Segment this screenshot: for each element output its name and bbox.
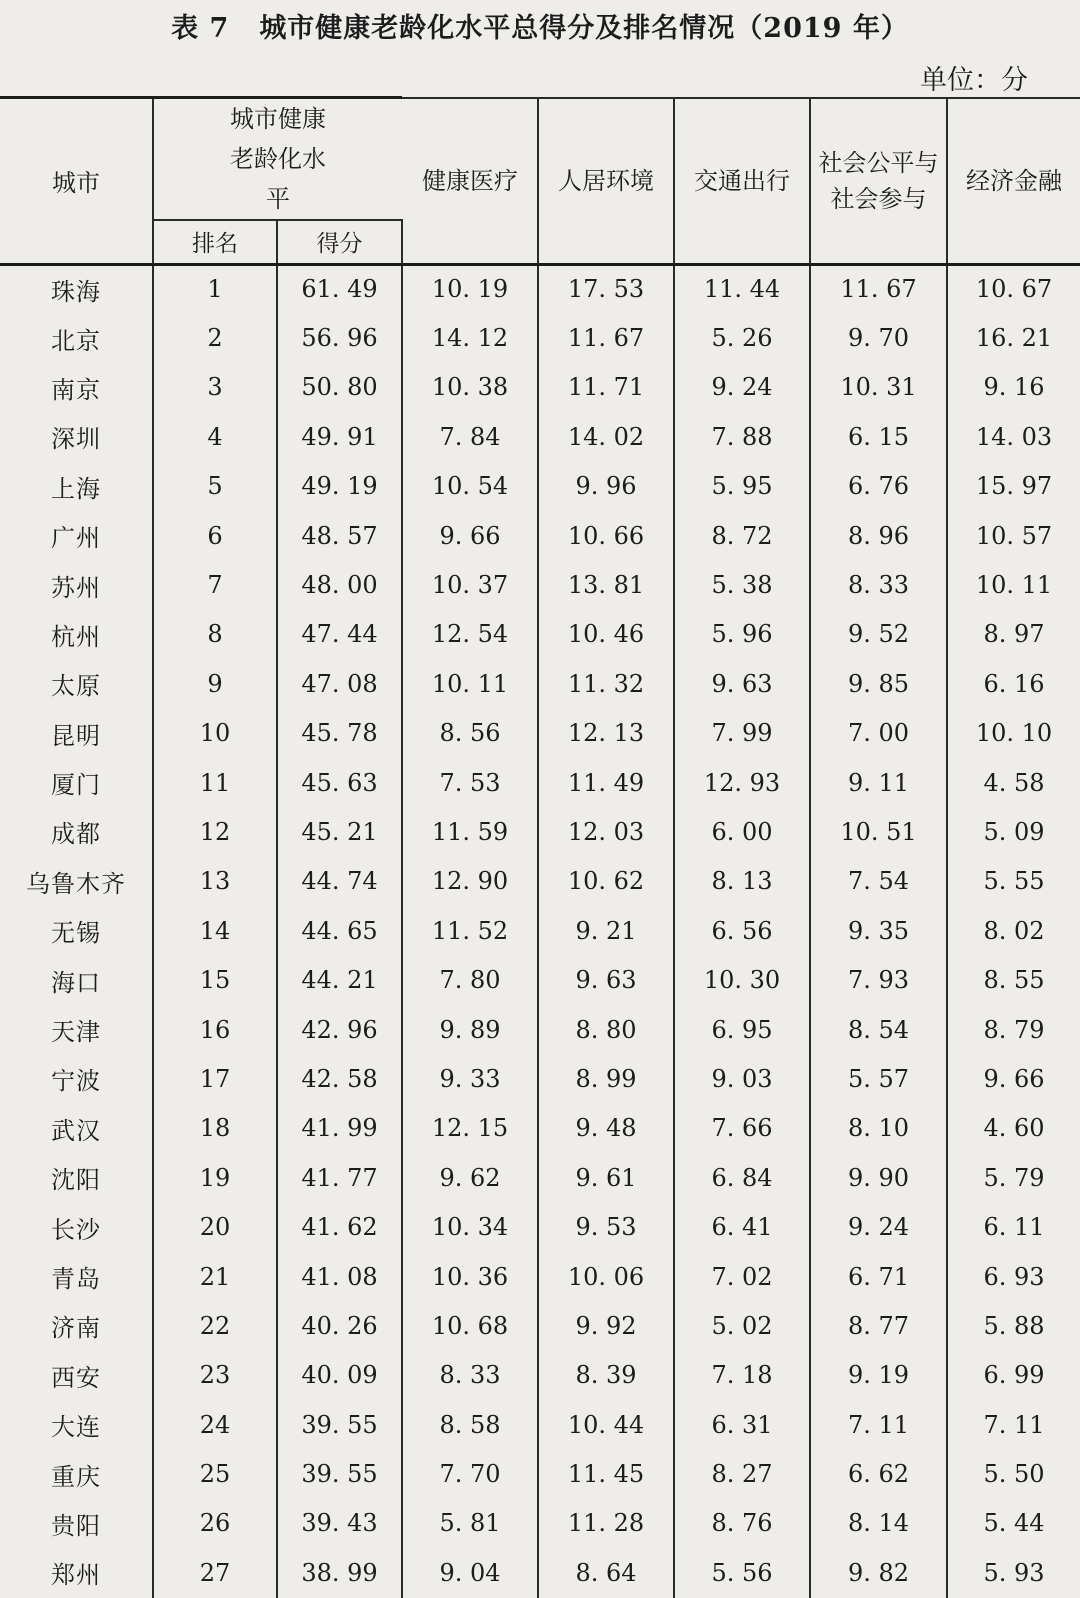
value-cell: 9. 66 bbox=[402, 511, 538, 560]
table-title bbox=[0, 6, 1080, 45]
value-cell: 6. 11 bbox=[983, 1213, 1045, 1242]
value-cell: 11. 44 bbox=[674, 264, 810, 313]
value-cell: 8. 96 bbox=[810, 511, 947, 560]
rank-cell: 13 bbox=[153, 857, 277, 906]
score-cell: 45. 63 bbox=[277, 758, 402, 807]
value-cell: 11. 45 bbox=[538, 1449, 674, 1498]
city-cell: 沈阳 bbox=[0, 1153, 153, 1202]
value-cell: 8. 27 bbox=[674, 1449, 810, 1498]
value-cell: 8. 79 bbox=[983, 1015, 1045, 1044]
city-cell: 无锡 bbox=[0, 906, 153, 955]
value-cell: 5. 88 bbox=[983, 1311, 1045, 1340]
value-cell: 7. 93 bbox=[810, 955, 947, 1004]
value-cell: 4. 58 bbox=[983, 768, 1045, 797]
value-cell: 7. 00 bbox=[810, 709, 947, 758]
value-cell: 8. 02 bbox=[983, 916, 1045, 945]
table-row bbox=[0, 709, 1080, 758]
value-cell: 10. 57 bbox=[975, 521, 1053, 550]
value-cell: 5. 50 bbox=[983, 1460, 1045, 1489]
city-cell: 珠海 bbox=[0, 264, 153, 313]
value-cell: 8. 13 bbox=[674, 857, 810, 906]
table-row bbox=[0, 1005, 1080, 1054]
table-row bbox=[0, 1054, 1080, 1103]
value-cell: 8. 77 bbox=[810, 1301, 947, 1350]
value-cell: 11. 59 bbox=[402, 807, 538, 856]
value-cell: 9. 35 bbox=[810, 906, 947, 955]
rank-cell: 7 bbox=[153, 560, 277, 609]
value-cell: 8. 33 bbox=[402, 1351, 538, 1400]
value-cell: 5. 57 bbox=[810, 1054, 947, 1103]
value-cell: 7. 02 bbox=[674, 1252, 810, 1301]
score-cell: 39. 55 bbox=[277, 1400, 402, 1449]
value-cell: 9. 19 bbox=[810, 1351, 947, 1400]
table-row bbox=[0, 363, 1080, 412]
value-cell: 8. 80 bbox=[538, 1005, 674, 1054]
value-cell: 5. 44 bbox=[983, 1509, 1045, 1538]
value-cell: 14. 03 bbox=[975, 422, 1053, 451]
header-city: 城市 bbox=[0, 98, 153, 265]
header-health-medical: 健康医疗 bbox=[402, 98, 538, 265]
value-cell: 6. 76 bbox=[810, 462, 947, 511]
header-social-equity bbox=[810, 98, 947, 265]
score-cell: 41. 77 bbox=[277, 1153, 402, 1202]
rank-cell: 2 bbox=[153, 313, 277, 362]
city-cell: 重庆 bbox=[0, 1449, 153, 1498]
rank-cell: 12 bbox=[153, 807, 277, 856]
score-cell: 45. 78 bbox=[277, 709, 402, 758]
value-cell: 8. 55 bbox=[983, 966, 1045, 995]
value-cell: 11. 49 bbox=[538, 758, 674, 807]
value-cell: 9. 66 bbox=[983, 1064, 1045, 1093]
rank-cell: 23 bbox=[153, 1351, 277, 1400]
table-row bbox=[0, 560, 1080, 609]
value-cell: 9. 11 bbox=[810, 758, 947, 807]
value-cell: 5. 38 bbox=[674, 560, 810, 609]
city-cell: 西安 bbox=[0, 1351, 153, 1400]
city-cell: 郑州 bbox=[0, 1548, 153, 1597]
value-cell: 7. 54 bbox=[810, 857, 947, 906]
value-cell: 9. 24 bbox=[810, 1202, 947, 1251]
value-cell: 9. 16 bbox=[983, 373, 1045, 402]
value-cell: 15. 97 bbox=[975, 472, 1053, 501]
value-cell: 9. 70 bbox=[810, 313, 947, 362]
value-cell: 8. 33 bbox=[810, 560, 947, 609]
score-cell: 61. 49 bbox=[277, 264, 402, 313]
value-cell: 5. 81 bbox=[402, 1499, 538, 1548]
rank-cell: 4 bbox=[153, 412, 277, 461]
header-social-equity-text: 社会公平与社会参与 bbox=[818, 148, 939, 213]
rank-cell: 6 bbox=[153, 511, 277, 560]
table-number: 表 7 bbox=[171, 13, 230, 44]
table-row bbox=[0, 610, 1080, 659]
table-row bbox=[0, 807, 1080, 856]
value-cell: 9. 63 bbox=[674, 659, 810, 708]
value-cell: 9. 85 bbox=[810, 659, 947, 708]
city-cell: 海口 bbox=[0, 955, 153, 1004]
table-row bbox=[0, 955, 1080, 1004]
rank-cell: 26 bbox=[153, 1499, 277, 1548]
score-cell: 56. 96 bbox=[277, 313, 402, 362]
value-cell: 8. 76 bbox=[674, 1499, 810, 1548]
value-cell: 9. 48 bbox=[538, 1104, 674, 1153]
value-cell: 9. 82 bbox=[810, 1548, 947, 1597]
rank-cell: 16 bbox=[153, 1005, 277, 1054]
value-cell: 12. 90 bbox=[402, 857, 538, 906]
value-cell: 9. 92 bbox=[538, 1301, 674, 1350]
city-cell: 天津 bbox=[0, 1005, 153, 1054]
city-cell: 济南 bbox=[0, 1301, 153, 1350]
value-cell: 9. 24 bbox=[674, 363, 810, 412]
score-cell: 42. 58 bbox=[277, 1054, 402, 1103]
value-cell: 7. 18 bbox=[674, 1351, 810, 1400]
score-table bbox=[0, 96, 1080, 1598]
value-cell: 7. 99 bbox=[674, 709, 810, 758]
header-score-group-text: 城市健康老龄化水平 bbox=[230, 105, 326, 213]
score-cell: 41. 08 bbox=[277, 1252, 402, 1301]
table-row bbox=[0, 1252, 1080, 1301]
score-cell: 40. 26 bbox=[277, 1301, 402, 1350]
value-cell: 7. 66 bbox=[674, 1104, 810, 1153]
rank-cell: 21 bbox=[153, 1252, 277, 1301]
value-cell: 12. 03 bbox=[538, 807, 674, 856]
table-row bbox=[0, 264, 1080, 313]
value-cell: 6. 56 bbox=[674, 906, 810, 955]
value-cell: 8. 58 bbox=[402, 1400, 538, 1449]
table-row bbox=[0, 313, 1080, 362]
value-cell: 11. 67 bbox=[538, 313, 674, 362]
city-cell: 北京 bbox=[0, 313, 153, 362]
value-cell: 8. 64 bbox=[538, 1548, 674, 1597]
value-cell: 9. 03 bbox=[674, 1054, 810, 1103]
value-cell: 10. 67 bbox=[975, 275, 1053, 304]
unit-label: 单位：分 bbox=[920, 65, 1028, 96]
value-cell: 6. 62 bbox=[810, 1449, 947, 1498]
value-cell: 10. 37 bbox=[402, 560, 538, 609]
city-cell: 昆明 bbox=[0, 709, 153, 758]
value-cell: 7. 11 bbox=[983, 1410, 1045, 1439]
city-cell: 乌鲁木齐 bbox=[0, 857, 153, 906]
city-cell: 青岛 bbox=[0, 1252, 153, 1301]
header-rank: 排名 bbox=[153, 220, 277, 264]
rank-cell: 17 bbox=[153, 1054, 277, 1103]
value-cell: 12. 13 bbox=[538, 709, 674, 758]
table-row bbox=[0, 857, 1080, 906]
table-row bbox=[0, 1301, 1080, 1350]
header-score-group bbox=[153, 98, 402, 221]
value-cell: 6. 00 bbox=[674, 807, 810, 856]
rank-cell: 10 bbox=[153, 709, 277, 758]
value-cell: 5. 96 bbox=[674, 610, 810, 659]
value-cell: 8. 54 bbox=[810, 1005, 947, 1054]
value-cell: 8. 14 bbox=[810, 1499, 947, 1548]
city-cell: 南京 bbox=[0, 363, 153, 412]
value-cell: 10. 44 bbox=[538, 1400, 674, 1449]
city-cell: 深圳 bbox=[0, 412, 153, 461]
table-body bbox=[0, 264, 1080, 1598]
value-cell: 14. 02 bbox=[538, 412, 674, 461]
value-cell: 10. 51 bbox=[810, 807, 947, 856]
value-cell: 7. 88 bbox=[674, 412, 810, 461]
value-cell: 5. 93 bbox=[983, 1558, 1045, 1587]
table-row bbox=[0, 1104, 1080, 1153]
city-cell: 上海 bbox=[0, 462, 153, 511]
value-cell: 7. 84 bbox=[402, 412, 538, 461]
value-cell: 5. 56 bbox=[674, 1548, 810, 1597]
value-cell: 13. 81 bbox=[538, 560, 674, 609]
value-cell: 10. 62 bbox=[538, 857, 674, 906]
value-cell: 6. 31 bbox=[674, 1400, 810, 1449]
table-row bbox=[0, 906, 1080, 955]
header-economy-finance: 经济金融 bbox=[947, 98, 1080, 265]
value-cell: 8. 39 bbox=[538, 1351, 674, 1400]
table-row bbox=[0, 758, 1080, 807]
value-cell: 6. 71 bbox=[810, 1252, 947, 1301]
value-cell: 10. 36 bbox=[402, 1252, 538, 1301]
rank-cell: 5 bbox=[153, 462, 277, 511]
value-cell: 10. 34 bbox=[402, 1202, 538, 1251]
rank-cell: 22 bbox=[153, 1301, 277, 1350]
value-cell: 11. 67 bbox=[810, 264, 947, 313]
city-cell: 苏州 bbox=[0, 560, 153, 609]
score-cell: 47. 44 bbox=[277, 610, 402, 659]
score-cell: 44. 65 bbox=[277, 906, 402, 955]
value-cell: 6. 15 bbox=[810, 412, 947, 461]
value-cell: 10. 06 bbox=[538, 1252, 674, 1301]
rank-cell: 18 bbox=[153, 1104, 277, 1153]
value-cell: 9. 63 bbox=[538, 955, 674, 1004]
header-score: 得分 bbox=[277, 220, 402, 264]
value-cell: 5. 95 bbox=[674, 462, 810, 511]
value-cell: 12. 15 bbox=[402, 1104, 538, 1153]
value-cell: 6. 84 bbox=[674, 1153, 810, 1202]
value-cell: 8. 99 bbox=[538, 1054, 674, 1103]
value-cell: 10. 31 bbox=[810, 363, 947, 412]
value-cell: 10. 38 bbox=[402, 363, 538, 412]
rank-cell: 19 bbox=[153, 1153, 277, 1202]
value-cell: 9. 96 bbox=[538, 462, 674, 511]
value-cell: 9. 89 bbox=[402, 1005, 538, 1054]
value-cell: 4. 60 bbox=[983, 1114, 1045, 1143]
value-cell: 10. 66 bbox=[538, 511, 674, 560]
rank-cell: 3 bbox=[153, 363, 277, 412]
value-cell: 14. 12 bbox=[402, 313, 538, 362]
city-cell: 成都 bbox=[0, 807, 153, 856]
rank-cell: 27 bbox=[153, 1548, 277, 1597]
value-cell: 6. 99 bbox=[983, 1361, 1045, 1390]
score-cell: 41. 99 bbox=[277, 1104, 402, 1153]
value-cell: 8. 97 bbox=[983, 620, 1045, 649]
value-cell: 7. 70 bbox=[402, 1449, 538, 1498]
value-cell: 9. 62 bbox=[402, 1153, 538, 1202]
city-cell: 广州 bbox=[0, 511, 153, 560]
value-cell: 8. 72 bbox=[674, 511, 810, 560]
value-cell: 8. 10 bbox=[810, 1104, 947, 1153]
city-cell: 长沙 bbox=[0, 1202, 153, 1251]
value-cell: 10. 11 bbox=[975, 571, 1053, 600]
value-cell: 9. 04 bbox=[402, 1548, 538, 1597]
score-cell: 39. 55 bbox=[277, 1449, 402, 1498]
rank-cell: 25 bbox=[153, 1449, 277, 1498]
rank-cell: 8 bbox=[153, 610, 277, 659]
city-cell: 宁波 bbox=[0, 1054, 153, 1103]
value-cell: 8. 56 bbox=[402, 709, 538, 758]
header-transportation: 交通出行 bbox=[674, 98, 810, 265]
score-cell: 39. 43 bbox=[277, 1499, 402, 1548]
value-cell: 6. 41 bbox=[674, 1202, 810, 1251]
city-cell: 太原 bbox=[0, 659, 153, 708]
score-cell: 44. 21 bbox=[277, 955, 402, 1004]
value-cell: 9. 90 bbox=[810, 1153, 947, 1202]
table-row bbox=[0, 1449, 1080, 1498]
value-cell: 10. 10 bbox=[975, 719, 1053, 748]
score-cell: 45. 21 bbox=[277, 807, 402, 856]
value-cell: 5. 09 bbox=[983, 817, 1045, 846]
score-cell: 50. 80 bbox=[277, 363, 402, 412]
rank-cell: 24 bbox=[153, 1400, 277, 1449]
score-cell: 49. 91 bbox=[277, 412, 402, 461]
table-row bbox=[0, 1400, 1080, 1449]
value-cell: 10. 19 bbox=[402, 264, 538, 313]
value-cell: 9. 53 bbox=[538, 1202, 674, 1251]
value-cell: 10. 30 bbox=[674, 955, 810, 1004]
score-cell: 40. 09 bbox=[277, 1351, 402, 1400]
score-cell: 47. 08 bbox=[277, 659, 402, 708]
table-row bbox=[0, 511, 1080, 560]
table-row bbox=[0, 462, 1080, 511]
value-cell: 5. 26 bbox=[674, 313, 810, 362]
city-cell: 武汉 bbox=[0, 1104, 153, 1153]
value-cell: 6. 95 bbox=[674, 1005, 810, 1054]
table-row bbox=[0, 412, 1080, 461]
city-cell: 贵阳 bbox=[0, 1499, 153, 1548]
score-cell: 48. 00 bbox=[277, 560, 402, 609]
table-row bbox=[0, 1153, 1080, 1202]
value-cell: 7. 80 bbox=[402, 955, 538, 1004]
value-cell: 10. 68 bbox=[402, 1301, 538, 1350]
rank-cell: 15 bbox=[153, 955, 277, 1004]
value-cell: 7. 11 bbox=[810, 1400, 947, 1449]
rank-cell: 14 bbox=[153, 906, 277, 955]
value-cell: 6. 16 bbox=[983, 669, 1045, 698]
rank-cell: 20 bbox=[153, 1202, 277, 1251]
value-cell: 10. 54 bbox=[402, 462, 538, 511]
score-cell: 48. 57 bbox=[277, 511, 402, 560]
value-cell: 10. 46 bbox=[538, 610, 674, 659]
header-living-environment: 人居环境 bbox=[538, 98, 674, 265]
score-cell: 38. 99 bbox=[277, 1548, 402, 1597]
value-cell: 6. 93 bbox=[983, 1262, 1045, 1291]
value-cell: 5. 02 bbox=[674, 1301, 810, 1350]
table-row bbox=[0, 1351, 1080, 1400]
score-cell: 49. 19 bbox=[277, 462, 402, 511]
value-cell: 16. 21 bbox=[975, 324, 1053, 353]
score-cell: 44. 74 bbox=[277, 857, 402, 906]
value-cell: 17. 53 bbox=[538, 264, 674, 313]
rank-cell: 1 bbox=[153, 264, 277, 313]
table-title-text: 城市健康老龄化水平总得分及排名情况（2019 年） bbox=[259, 13, 909, 44]
table-row bbox=[0, 1499, 1080, 1548]
rank-cell: 11 bbox=[153, 758, 277, 807]
city-cell: 大连 bbox=[0, 1400, 153, 1449]
value-cell: 10. 11 bbox=[402, 659, 538, 708]
value-cell: 11. 32 bbox=[538, 659, 674, 708]
score-cell: 42. 96 bbox=[277, 1005, 402, 1054]
table-row bbox=[0, 1548, 1080, 1597]
value-cell: 5. 55 bbox=[983, 867, 1045, 896]
value-cell: 9. 21 bbox=[538, 906, 674, 955]
value-cell: 9. 52 bbox=[810, 610, 947, 659]
rank-cell: 9 bbox=[153, 659, 277, 708]
value-cell: 12. 93 bbox=[674, 758, 810, 807]
city-cell: 杭州 bbox=[0, 610, 153, 659]
value-cell: 11. 28 bbox=[538, 1499, 674, 1548]
value-cell: 12. 54 bbox=[402, 610, 538, 659]
table-row bbox=[0, 659, 1080, 708]
value-cell: 5. 79 bbox=[983, 1163, 1045, 1192]
table-row bbox=[0, 1202, 1080, 1251]
value-cell: 7. 53 bbox=[402, 758, 538, 807]
score-cell: 41. 62 bbox=[277, 1202, 402, 1251]
city-cell: 厦门 bbox=[0, 758, 153, 807]
value-cell: 11. 71 bbox=[538, 363, 674, 412]
value-cell: 9. 61 bbox=[538, 1153, 674, 1202]
value-cell: 9. 33 bbox=[402, 1054, 538, 1103]
value-cell: 11. 52 bbox=[402, 906, 538, 955]
